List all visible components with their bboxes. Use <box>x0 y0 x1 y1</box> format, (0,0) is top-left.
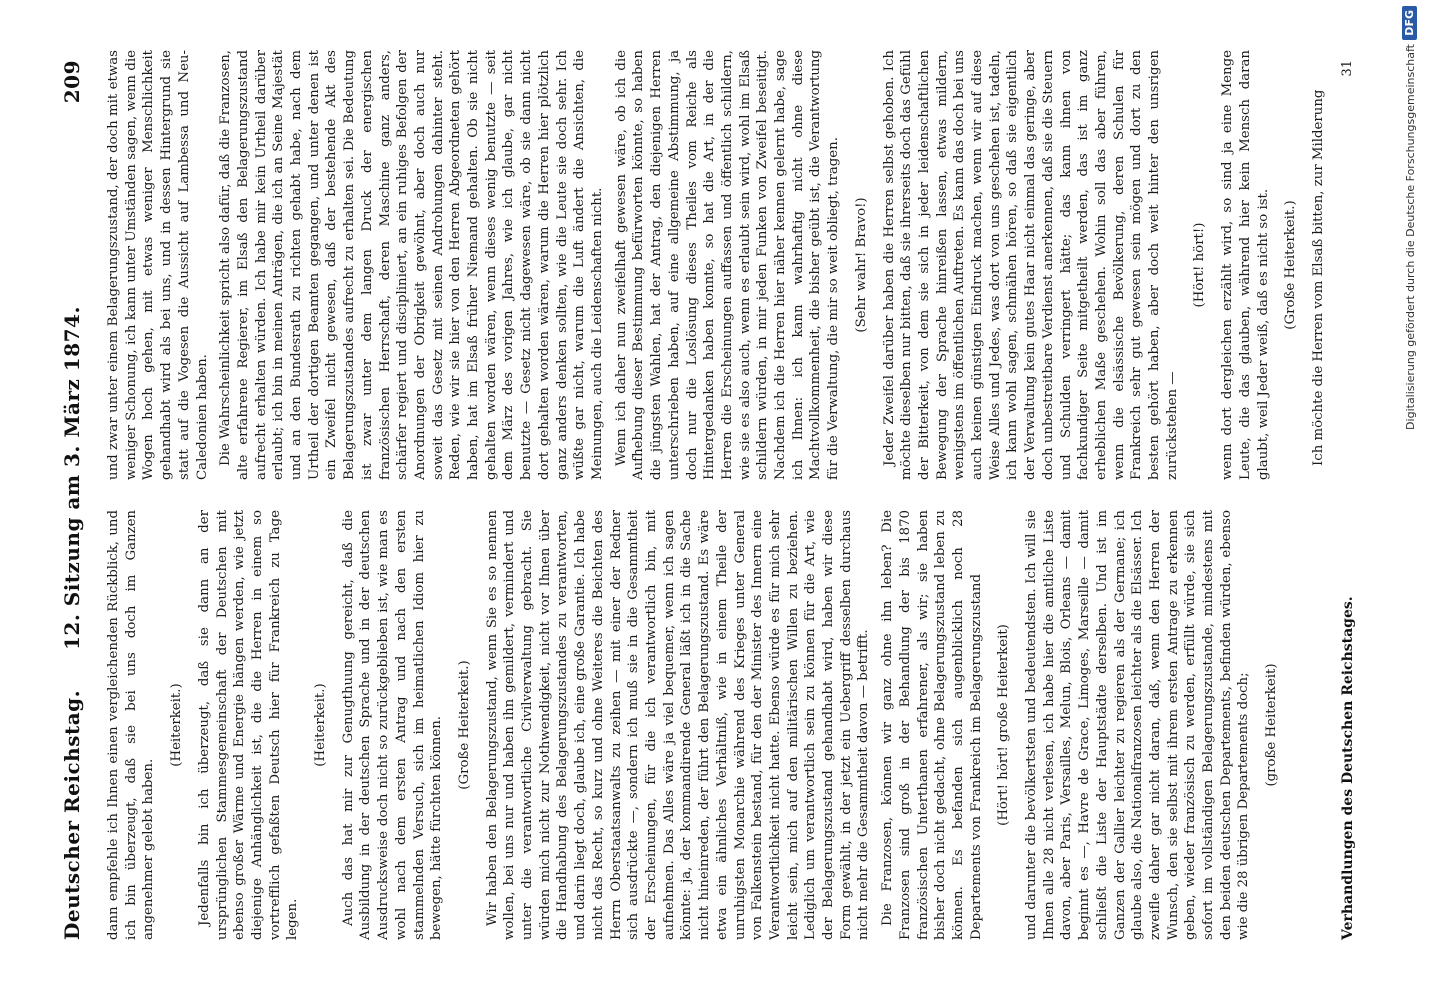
page-footer <box>1340 60 1370 940</box>
paragraph: und zwar unter einem Belagerungszustand, der doch mit etwas weniger Schonung, ich kann unter Umständen sagen, wenn die Wogen hoch gehen, mit etwas weniger Menschlichkeit gehandhabt wird als bei uns, und in dessen Hintergrund sie statt auf die Vogesen die Aussicht auf Lambessa und Neu-Caledonien haben. <box>106 50 210 480</box>
paragraph: Die Franzosen, können wir ganz ohne ihn leben? Die Franzosen sind groß in der Behandlung der bis 1870 französischen Unterthanen erfahrener, als wir; sie haben bisher doch nicht gedacht, ohne Belagerungszustand leben zu können. Es befanden sich augenblicklich noch 28 Departements von Frankreich im Belagerungszustand <box>880 510 984 940</box>
paragraph: Die Wahrscheinlichkeit spricht also dafür, daß die Franzosen, alte erfahrene Regierer, im Elsaß den Belagerungszustand aufrecht erhalten würden. Ich habe mir kein Urtheil darüber erlaubt; ich bin in meinen Anträgen, die ich an Seine Majestät und an den Bundesrath zu richten gehabt habe, nach dem Urtheil der dortigen Beamten gegangen, und unter denen ist ein Zweifel nicht gewesen, daß der bestehende Akt des Belagerungszustandes aufrecht zu erhalten sei. Die Bedeutung ist zwar unter dem langen Druck der energischen französischen Herrschaft, deren Maschine ganz anders, schärfer regiert und discipliniert, an ein ruhiges Befolgen der Anordnungen der Obrigkeit gewöhnt, aber doch auch nur soweit das Gesetz mit seinen Androhungen dahinter steht. Reden, wie wir sie hier von den Herren Abgeordneten gehört haben, hat im Elsaß früher Niemand gehalten. Ob sie nicht gehalten worden wären, wenn dieses wenig benutzte — seit dem März des vorigen Jahres, wie ich glaube, gar nicht benutzte — Gesetz nicht dagewesen wäre, ob sie dann nicht dort gehalten worden wären, warum die Herren hier plötzlich ganz anders denken sollten, wie die Leute sie doch sehr. Ich wüßte gar nicht, warum die Luft ändert die Ansichten, die Meinungen, auch die Leidenschaften nicht. <box>218 50 605 480</box>
paragraph: Ich möchte die Herren vom Elsaß bitten, zur Milderung <box>1311 89 1326 466</box>
interjection: (Sehr wahr! Bravo!) <box>853 197 869 333</box>
sheet-number: 31 <box>1340 60 1355 77</box>
footer-publication: Verhandlungen des Deutschen Reichstages. <box>1340 596 1356 940</box>
paragraph: Wenn ich daher nun zweifelhaft gewesen wäre, ob ich die Aufhebung dieser Bestimmung befürworten könnte, so haben die jüngsten Wahlen, hat der Antrag, den diejenigen Herren unterschrieben haben, auf eine allgemeine Abstimmung, ja doch nur die Loslösung dieses Theiles vom Reiche als Hintergedanken haben konnte, so hat die Art, in der die Herren die Erscheinungen auffassen und öffentlich schildern, wie sie es also auch, wenn es erlaubt sein wird, wohl im Elsaß schildern würden, in mir jeden Funken von Zweifel beseitigt. Nachdem ich die Herren hier näher kennen gelernt habe, sage ich Ihnen: ich kann wahrhaftig nicht ohne diese Machtvollkommenheit, die bisher geübt ist, die Verantwortung für die Verwaltung, die mir so weit obliegt, tragen. <box>613 50 842 480</box>
interjection: (Große Heiterkeit.) <box>456 660 472 790</box>
journal-title: Deutscher Reichstag. <box>60 689 84 940</box>
paragraph: Wir haben den Belagerungszustand, wenn Sie es so nennen wollen, bei uns nur und haben ihn gemildert, vermindert und unter die verantwortliche Civilverwaltung gebracht. Sie würden mich nicht zur Nothwendigkeit, nicht vor Ihnen über die Handhabung des Belagerungszustandes zu verantworten, und darin liegt doch, glaube ich, eine große Garantie. Ich habe nicht das Recht, so kurz und ohne Weiteres die Beichten des Herrn Oberstaatsanwalts zu zeihen — mit einer der Redner sich ausdrückte —, sondern ich muß sie in die Gesammtheit der Erscheinungen, für die ich verantwortlich bin, mit aufnehmen. Das Alles wäre ja viel bequemer, wenn ich sagen könnte: ja, der kommandirende General läßt ich in die Sache nicht hineinreden, der führt den Belagerungszustand. Es wäre etwa ein ähnliches Verhältniß, wie in einem Theile der unruhigsten Monarchie während des Krieges unter General von Falkenstein bestand, für den der Minister des Innern eine Verantwortlichkeit nicht hatte. Ebenso würde es für mich sehr leicht sein, mich auf den militärischen Willen zu beziehen. Lediglich um verantwortlich sein zu können für die Art, wie der Belagerungszustand gehandhabt wird, haben wir diese Form gewählt, in der jetzt ein Uebergriff desselben durchaus nicht mehr die Gesammtheit davon — betrifft. <box>484 510 872 940</box>
paragraph: dann empfehle ich Ihnen einen vergleichenden Rückblick, und ich bin überzeugt, daß sie bei uns doch im Ganzen angenehmer gelebt haben. <box>106 510 157 940</box>
paragraph: Jedenfalls bin ich überzeugt, daß sie dann an der ursprünglichen Stammesgemeinschaft der Deutschen mit ebenso großer Wärme und Energie hängen werden, wie jetzt diejenige Anhänglichkeit ist, die die Herren in einem so vortrefflich gefaßten Deutsch hier für Frankreich zu Tage legen. <box>196 510 301 940</box>
page-number: 209 <box>60 60 84 104</box>
paragraph: Auch das hat mir zur Genugthuung gereicht, daß die Ausbildung in der deutschen Sprache und in der deutschen Ausdrucksweise doch nicht so zurückgeblieben ist, wie man es wohl nach dem ersten Antrag und nach den ersten stammelnden Versuch, sich im heimatlichen Idiom hier zu bewegen, hätte fürchten können. <box>340 510 445 940</box>
dfg-notice-text: Digitalisierung gefördert durch die Deutsche Forschungsgemeinschaft <box>1404 44 1417 430</box>
dfg-logo: DFG <box>1402 6 1417 40</box>
text-column-right <box>105 50 1340 480</box>
interjection: (Heiterkeit.) <box>313 683 329 767</box>
interjection: (große Heiterkeit) <box>1264 663 1280 787</box>
paragraph: und darunter die bevölkertsten und bedeutendsten. Ich will sie Ihnen alle 28 nicht verlesen, ich habe hier die amtliche Liste davon, aber Paris, Versailles, Melun, Blois, Orleans — damit beginnt es —, Havre de Grace, Limoges, Marseille — damit schließt die Liste der Hauptstädte derselben. Und ist im Ganzen der Gallier leichter zu regieren als der Germane; ich glaube also, die Nationalfranzosen leichter als die Elsässer. Ich zweifle daher gar nicht daran, daß, wenn den Herren der Wunsch, den sie selbst mit ihrem ersten Antrage zu erkennen geben, wieder französisch zu werden, erfüllt würde, sie sich sofort im vollständigen Belagerungszustande, mindestens mit den beiden deutschen Departements, befinden würden, ebenso wie die 28 übrigen Departements doch; <box>1024 510 1252 940</box>
dfg-notice <box>1400 0 1422 1000</box>
interjection: (Große Heiterkeit.) <box>1283 200 1299 330</box>
text-column-left <box>105 510 1340 940</box>
session-date: 12. Sitzung am 3. März 1874. <box>60 306 84 650</box>
interjection: (Hört! hört! große Heiterkeit) <box>996 624 1012 826</box>
paragraph: Jeder Zweifel darüber haben die Herren selbst gehoben. Ich möchte dieselben nur bitten, daß sie ihrerseits doch das Gefühl der Bitterkeit, von dem sie sich in jeder leidenschaftlichen Bewegung der Sprache hinreißen lassen, etwas mildern, wenigstens im öffentlichen Auftreten. Es kann das doch bei uns auch keinen günstigen Eindruck machen, wenn wir auf diese Weise Alles und Jedes, was dort von uns geschehen ist, tadeln, ich kann wohl sagen, schmähen hören, so daß sie eigentlich der Verwaltung kein gutes Haar nicht einmal das geringe, aber doch unbestreitbare Verdienst anerkennen, daß sie die Steuern und Schulden verringert hätte; das kann ihnen von fachkundiger Seite mitgetheilt werden, das ist im ganz erheblichen Maße geschehen. Wohin soll das aber führen, wenn die elsässische Bevölkerung, deren Schulen für Frankreich sehr gut gewesen sein mögen und dort zu den besten gehört haben, aber doch weit hinter den unsrigen zurückstehen — <box>881 50 1180 480</box>
interjection: (Hört! hört!) <box>1192 222 1208 308</box>
paragraph: wenn dort dergleichen erzählt wird, so sind ja eine Menge Leute, die das glauben, während hier kein Mensch daran glaubt, weil Jeder weiß, daß es nicht so ist. <box>1220 50 1271 480</box>
running-head <box>60 60 90 940</box>
interjection: (Heiterkeit.) <box>169 683 185 767</box>
